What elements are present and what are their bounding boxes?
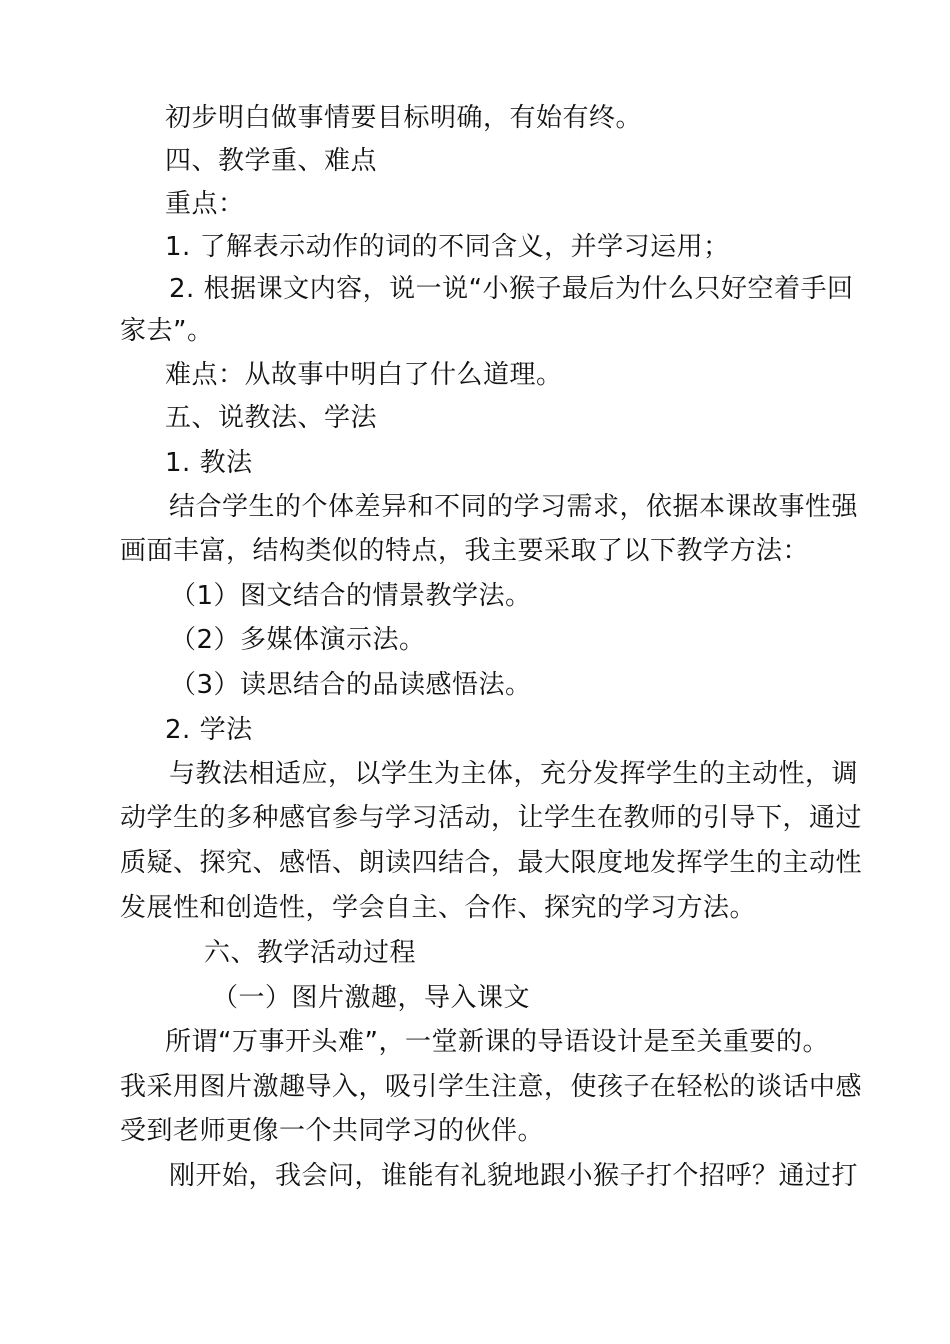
text-line-difficulty: 难点：从故事中明白了什么道理。 <box>165 360 563 390</box>
list-item-method-3: （3）读思结合的品读感悟法。 <box>170 670 532 700</box>
section-heading-process: 六、教学活动过程 <box>204 938 417 968</box>
paragraph-teaching-line-1: 结合学生的个体差异和不同的学习需求，依据本课故事性强 <box>169 492 859 522</box>
subheading-learning-method: 2. 学法 <box>165 715 253 745</box>
text-line-goal: 初步明白做事情要目标明确，有始有终。 <box>165 103 643 133</box>
subheading-teaching-method: 1. 教法 <box>165 448 253 478</box>
section-heading-methods: 五、说教法、学法 <box>165 403 378 433</box>
subheading-intro: （一）图片激趣，导入课文 <box>212 983 531 1013</box>
text-line-key-2: 2. 根据课文内容，说一说“小猴子最后为什么只好空着手回 <box>169 274 854 304</box>
paragraph-intro-line-2: 我采用图片激趣导入，吸引学生注意，使孩子在轻松的谈话中感 <box>120 1072 863 1102</box>
paragraph-learning-line-4: 发展性和创造性，学会自主、合作、探究的学习方法。 <box>120 893 757 923</box>
text-line-key-1: 1. 了解表示动作的词的不同含义，并学习运用； <box>165 232 730 262</box>
text-line-key-2-cont: 家去”。 <box>120 316 214 346</box>
paragraph-learning-line-1: 与教法相适应，以学生为主体，充分发挥学生的主动性，调 <box>169 759 859 789</box>
paragraph-intro-line-1: 所谓“万事开头难”，一堂新课的导语设计是至关重要的。 <box>165 1027 829 1057</box>
paragraph-start-line-1: 刚开始，我会问，谁能有礼貌地跟小猴子打个招呼？通过打 <box>169 1161 859 1191</box>
list-item-method-1: （1）图文结合的情景教学法。 <box>170 581 532 611</box>
paragraph-learning-line-2: 动学生的多种感官参与学习活动，让学生在教师的引导下，通过 <box>120 803 863 833</box>
list-item-method-2: （2）多媒体演示法。 <box>170 625 426 655</box>
paragraph-intro-line-3: 受到老师更像一个共同学习的伙伴。 <box>120 1116 545 1146</box>
paragraph-learning-line-3: 质疑、探究、感悟、朗读四结合，最大限度地发挥学生的主动性 <box>120 848 863 878</box>
paragraph-teaching-line-2: 画面丰富，结构类似的特点，我主要采取了以下教学方法： <box>120 536 810 566</box>
section-heading-key-points: 四、教学重、难点 <box>165 146 378 176</box>
text-line-key-label: 重点： <box>165 189 245 219</box>
